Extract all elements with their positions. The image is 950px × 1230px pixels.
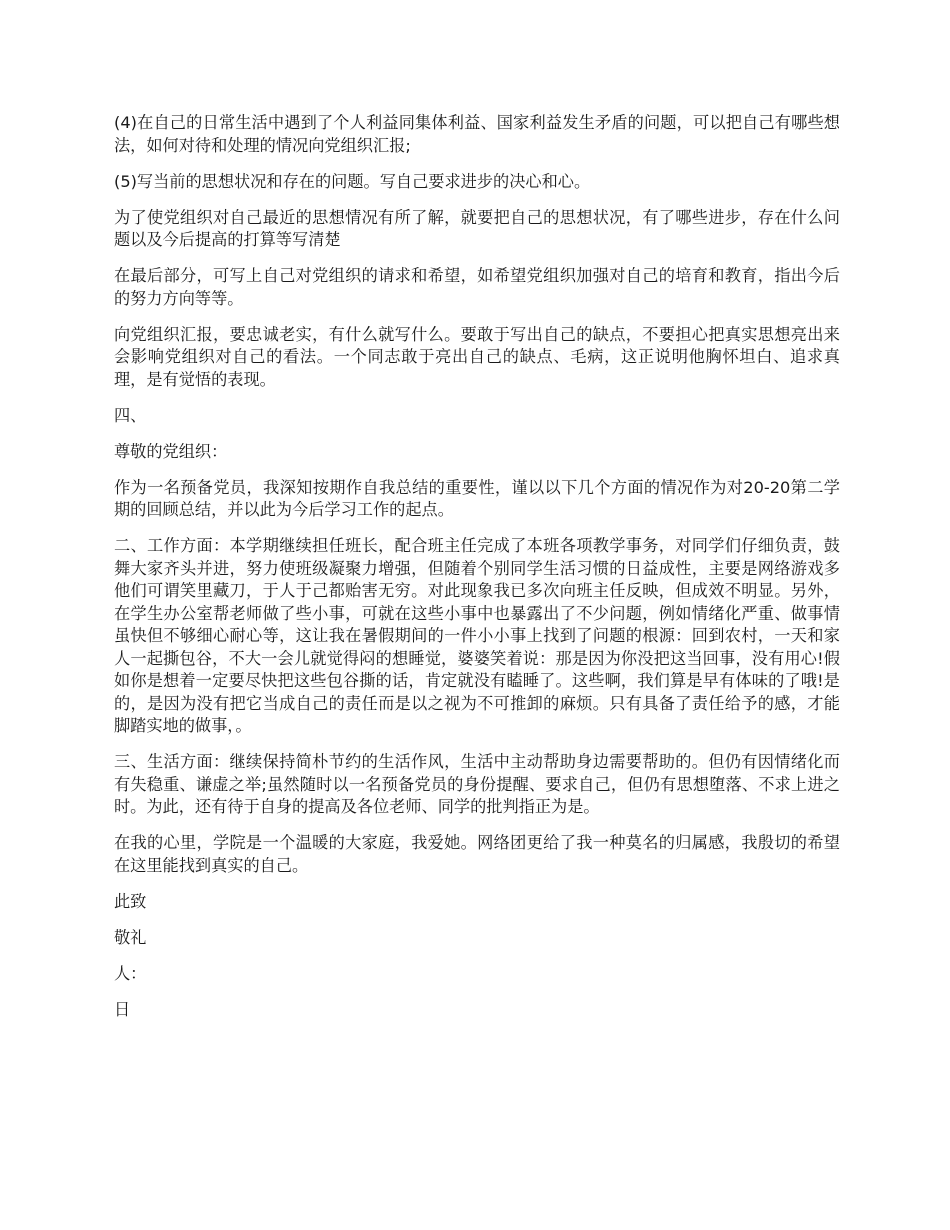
closing-jingli: 敬礼: [114, 927, 147, 947]
closing-cizhi: 此致: [114, 891, 147, 911]
signature-person: 人：: [114, 963, 147, 983]
signature-date: 日: [114, 999, 131, 1019]
document-body: [114, 112, 840, 1035]
paragraph-summary-purpose: 为了使党组织对自己最近的思想情况有所了解，就要把自己的思想状况，有了哪些进步，存在什么问题以及今后提高的打算等写清楚: [114, 207, 840, 249]
paragraph-closing-requests: 在最后部分，可写上自己对党组织的请求和希望，如希望党组织加强对自己的培育和教育，指出今后的努力方向等等。: [114, 266, 840, 308]
paragraph-intro: 作为一名预备党员，我深知按期作自我总结的重要性，谨以以下几个方面的情况作为对20-20第二学期的回顾总结，并以此为今后学习工作的起点。: [114, 477, 840, 519]
paragraph-item-5: (5)写当前的思想状况和存在的问题。写自己要求进步的决心和心。: [114, 171, 591, 191]
paragraph-life: 三、生活方面：继续保持简朴节约的生活作风，生活中主动帮助身边需要帮助的。但仍有因情绪化而有失稳重、谦虚之举;虽然随时以一名预备党员的身份提醒、要求自己，但仍有思想堕落、不求上进之时。为此，还有待于自身的提高及各位老师、同学的批判指正为是。: [114, 752, 840, 816]
paragraph-work: 二、工作方面：本学期继续担任班长，配合班主任完成了本班各项教学事务，对同学们仔细负责，鼓舞大家齐头并进，努力使班级凝聚力增强，但随着个别同学生活习惯的日益成性，主要是网络游戏多他们可谓笑里藏刀，于人于己都贻害无穷。对此现象我已多次向班主任反映，但成效不明显。另外，在学生办公室帮老师做了些小事，可就在这些小事中也暴露出了不少问题，例如情绪化严重、做事情虽快但不够细心耐心等，这让我在暑假期间的一件小小事上找到了问题的根源：回到农村，一天和家人一起撕包谷，不大一会儿就觉得闷的想睡觉，婆婆笑着说：那是因为你没把这当回事，没有用心!假如你是想着一定要尽快把这些包谷撕的话，肯定就没有瞌睡了。这些啊，我们算是早有体味的了哦!是的，是因为没有把它当成自己的责任而是以之视为不可推卸的麻烦。只有具备了责任给予的感，才能脚踏实地的做事，。: [114, 536, 840, 735]
paragraph-belonging: 在我的心里，学院是一个温暖的大家庭，我爱她。网络团更给了我一种莫名的归属感，我殷切的希望在这里能找到真实的自己。: [114, 833, 840, 875]
section-heading-four: 四、: [114, 405, 147, 425]
salutation: 尊敬的党组织：: [114, 441, 228, 461]
paragraph-honesty: 向党组织汇报，要忠诚老实，有什么就写什么。要敢于写出自己的缺点，不要担心把真实思想亮出来会影响党组织对自己的看法。一个同志敢于亮出自己的缺点、毛病，这正说明他胸怀坦白、追求真理，是有觉悟的表现。: [114, 324, 840, 389]
paragraph-item-4: (4)在自己的日常生活中遇到了个人利益同集体利益、国家利益发生矛盾的问题，可以把自己有哪些想法，如何对待和处理的情况向党组织汇报;: [114, 113, 840, 155]
